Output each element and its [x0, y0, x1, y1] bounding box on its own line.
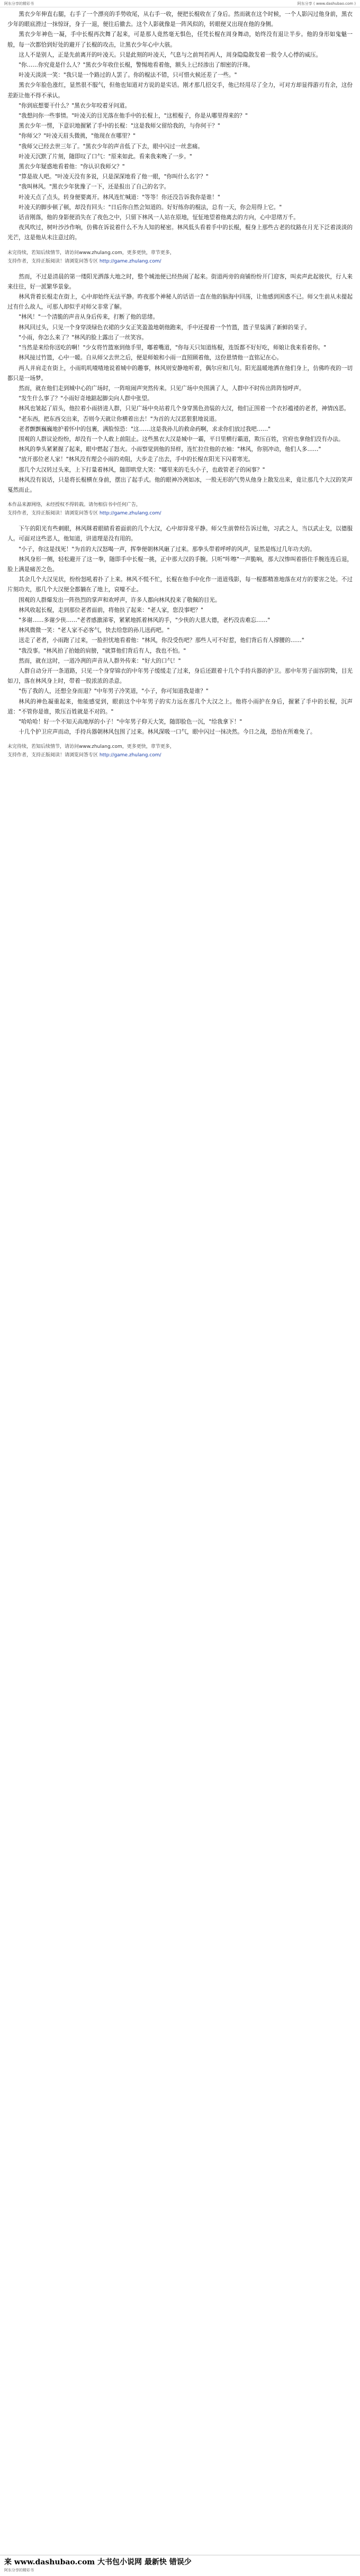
page-header — [0, 0, 360, 7]
paragraph: 林风的神色凝重起来，他能感觉到，眼前这个中年男子的实力远在那几个大汉之上。他将小雨护在身后，握紧了手中的长棍，沉声道："不管你是谁，欺压百姓就是不对的。" — [7, 698, 353, 715]
paragraph: "我叫林风。"黑衣少年犹豫了一下，还是报出了自己的名字。 — [19, 184, 170, 191]
text-section — [7, 524, 353, 737]
paragraph: 林风接过竹篮，心中一暖。自从师父去世之后，便是师娘和小雨一直照顾着他，这份恩情他一直铭记在心。 — [19, 355, 283, 361]
paragraph: 黑衣少年神色一凝，手中长棍再次舞了起来，可是那人竟然毫无惧色，任凭长棍在周身舞动，始终没有退让半步。他的身形如鬼魅一般，每一次都恰到好处的避开了长棍的攻击，让黑衣少年心中大骇。 — [7, 31, 353, 48]
text-section — [7, 10, 353, 243]
paragraph: 黑衣少年脸色涨红，显然很不服气，但他也知道对方说的是实话。刚才那几招交手，他已经用尽了全力，可对方却显得游刃有余，这份差距让他不得不承认。 — [7, 82, 353, 99]
paragraph: 林风没有说话，只是将长棍横在身前，摆出了起手式。他的眼神冷冽如冰，一股无形的气势从他身上散发出来，竟让那几个大汉的笑声戛然而止。 — [7, 476, 353, 493]
paragraph: 老者颤颤巍巍地护着怀中的包裹，满脸惊恐："这……这是我孙儿的救命药啊，求求你们放过我吧……" — [19, 426, 271, 432]
paragraph: 叶凌天淡淡一笑："我只是一个路过的人罢了。你的棍法不错，只可惜火候还差了一些。" — [19, 72, 237, 79]
paragraph: 林风的拳头紧紧握了起来，眼中燃起了怒火。小雨察觉到他的异样，连忙拉住他的衣袖："林风，你别冲动，他们人多……" — [19, 446, 321, 453]
paragraph: 话音刚落，他的身影便消失在了夜色之中，只留下林风一人站在原地，怔怔地望着他离去的方向，心中思绪万千。 — [19, 214, 299, 221]
notice-link[interactable]: http://game.zhulang.com/ — [99, 753, 161, 758]
paragraph: 两人并肩走在街上，小雨叽叽喳喳地说着城中的趣事，林风则安静地听着，偶尔应和几句。阳光温暖地洒在他们身上，仿佛昨夜的一切都只是一场梦。 — [7, 365, 353, 382]
paragraph: "哈哈哈！好一个不知天高地厚的小子！"中年男子仰天大笑，随即脸色一沉，"给我拿下！" — [19, 719, 242, 725]
paragraph: 这人不是别人，正是先前离开的叶凌天。只是此刻的叶凌天，气息与之前判若两人，周身隐隐散发着一股令人心悸的威压。 — [19, 51, 322, 58]
paragraph: 林风收起长棍，走到那位老者面前，将他扶了起来："老人家，您没事吧？" — [19, 607, 203, 613]
paragraph: "我没事。"林风拍了拍她的肩膀，"就算他们背后有人，我也不怕。" — [19, 647, 186, 654]
paragraph: "你师父？"叶凌天眉头微挑，"他现在在哪里？" — [19, 133, 136, 140]
paragraph: "小雨，你怎么来了？"林风的脸上露出了一丝笑容。 — [19, 334, 147, 341]
paragraph: 叶凌天点了点头，转身便要离开。林风连忙喊道："等等！你还没告诉我你是谁！" — [19, 194, 220, 201]
continue-notice: 未完待续，若知后续情节，请访问www.zhulang.com，更多更快，章节更多， 支持作者，支持正版阅读！请浏览问答专区 http://game.zhulang.com/ — [7, 250, 175, 264]
continue-notice: 本作品来源网络，未经授权不得转载。请勿相信书中任何广告， 支持作者，支持正版阅读！请浏览问答专区 http://game.zhulang.com/ — [7, 502, 161, 517]
paragraph: 黑衣少年疑惑地看着他："你认识我师父？" — [19, 164, 125, 170]
paragraph: 人群自动分开一条道路，只见一个身穿锦衣的中年男子缓缓走了过来，身后还跟着十几个手持兵器的护卫。那中年男子面容阴鸷，目光如刀，落在林风身上时，带着一股浓浓的杀意。 — [7, 667, 353, 685]
paragraph: 围观的人群爆发出一阵热烈的掌声和欢呼声，许多人都向林风投来了敬佩的目光。 — [19, 596, 221, 603]
paragraph: 林风也皱起了眉头，他拉着小雨挤进人群，只见广场中央站着几个身穿黑色劲装的大汉，他们正围着一个衣衫褴褛的老者，神情凶恶。 — [19, 405, 350, 412]
notice-link[interactable]: http://game.zhulang.com/ — [99, 258, 161, 264]
paragraph: "我想问你一些事情。"叶凌天的目光落在他手中的长棍上，"这根棍子，你是从哪里得来的？" — [19, 113, 248, 120]
paragraph: "你到底想要干什么？"黑衣少年咬着牙问道。 — [19, 102, 131, 109]
paragraph: 然而，就在这时，一道冷冽的声音从人群外传来："好大的口气！" — [19, 657, 181, 664]
page-footer — [0, 2555, 360, 2576]
paragraph: "放开那位老人家！"林风没有理会小雨的劝阻，大步走了出去，手中的长棍在阳光下闪着寒光。 — [19, 456, 254, 463]
paragraph: 叶凌天的脚步顿了顿，却没有回头："日后你自然会知道的。好好练你的棍法，总有一天，你会用得上它。" — [19, 204, 282, 211]
paragraph: "老东西，把东西交出来，否则今天就让你横着出去！"为首的大汉恶狠狠地说道。 — [19, 415, 220, 422]
paragraph: 那几个大汉转过头来，上下打量着林风，随即哄堂大笑："哪里来的毛头小子，也敢管老子的闲事？" — [19, 466, 265, 473]
paragraph: "算是故人吧。"叶凌天没有多说，只是深深地看了他一眼，"你叫什么名字？" — [19, 174, 209, 180]
header-right: 阿东分享 ( www.dashubao.com ) — [297, 2, 356, 6]
paragraph: "伤了我的人，还想全身而退？"中年男子冷笑道，"小子，你可知道我是谁？" — [19, 688, 209, 695]
continue-notice: 未完待续，若知后续情节，请访问www.zhulang.com，更多更快，章节更多， 支持作者，支持正版阅读！请浏览问答专区 http://game.zhulang.com/ — [7, 744, 175, 758]
footer-note: 阿东分享的精彩书 — [4, 2568, 34, 2572]
paragraph: 黑衣少年一愣，下意识地握紧了手中的长棍："这是我师父留给我的，与你何干？" — [19, 123, 220, 130]
paragraph: "林风！"一个清脆的声音从身后传来，打断了他的思绪。 — [19, 314, 159, 321]
site-logo: 来 www.dashubao.com 大书包小说网 最新快 错误少 — [4, 2558, 192, 2566]
paragraph: "多谢……多谢少侠……"老者感激涕零，紧紧地抓着林风的手，"少侠的大恩大德，老朽没齿难忘……" — [19, 617, 271, 623]
paragraph: 夜风吹过，树叶沙沙作响，仿佛在诉说着什么不为人知的秘密。林风低头看着手中的长棍，棍身上那些古老的纹路在月光下泛着淡淡的光芒，这是他从未注意过的。 — [7, 224, 353, 241]
notice-link[interactable]: http://game.zhulang.com/ — [99, 511, 161, 517]
paragraph: 十几个护卫应声而动，手持兵器朝林风包围了过来。林风深吸一口气，眼中闪过一抹决然。今日之战，恐怕在所难免了。 — [19, 729, 316, 736]
paragraph: 林风回过头，只见一个身穿淡绿色衣裙的少女正笑盈盈地朝他跑来，手中还提着一个竹篮，篮子里装满了新鲜的果子。 — [19, 324, 311, 331]
paragraph: "小子，你这是找死！"为首的大汉怒喝一声，挥拳便朝林风砸了过来。那拳头带着呼呼的风声，显然是练过几年功夫的。 — [19, 546, 316, 553]
paragraph: 黑衣少年伸直右腿，右手了一个漂亮的手势收尾，从右手一收，便把长棍收在了身后。然而就在这个时候，一个人影闪过他身前，黑衣少年的眼底滑过一抹惊讶，身子一退，便往后撤去。这个人影就像是一阵风似的，转眼便又出现在他的身侧。 — [7, 11, 353, 28]
paragraph: 围观的人群议论纷纷，却没有一个人敢上前阻止。这些黑衣大汉是城中一霸，平日里横行霸道，欺压百姓，官府也拿他们没有办法。 — [19, 436, 344, 442]
paragraph: 其余几个大汉见状，纷纷怒吼着扑了上来。林风不慌不忙，长棍在他手中化作一道道残影，每一棍都精准地落在对方的要害之处。不过片刻功夫，那几个大汉便全都躺在了地上，哀嚎不止。 — [7, 576, 353, 593]
paragraph: "发生什么事了？"小雨好奇地踮起脚尖向人群中张望。 — [19, 395, 153, 402]
paragraph: "你……你究竟是什么人？"黑衣少年收住长棍，警惕地看着他，额头上已经渗出了细密的汗珠。 — [19, 62, 254, 69]
header-left: 阿东分享的精彩书 — [4, 2, 34, 6]
chapter-body — [7, 10, 353, 766]
paragraph: 然而，就在他们走到城中心的广场时，一阵喧闹声突然传来。只见广场中央围满了人，人群中不时传出阵阵惊呼声。 — [19, 385, 305, 392]
paragraph: 林风背着长棍走在街上，心中却始终无法平静。昨夜那个神秘人的话语一直在他的脑海中回荡，让他感到困惑不已。师父生前从未提起过有什么故人，可那人却似乎对师父非常了解。 — [7, 294, 353, 311]
text-section — [7, 272, 353, 495]
paragraph: "当然是来给你送吃的啊！"少女将竹篮塞到他手里，嘟着嘴道，"你每天只知道练棍，连饭都不好好吃，师娘让我来看着你。" — [19, 345, 327, 351]
paragraph: 林风身形一侧，轻松避开了这一拳，随即手中长棍一挑，正中那大汉的手腕。只听"咔嚓"一声脆响，那大汉惨叫着捂住手腕连连后退，脸上满是痛苦之色。 — [7, 556, 353, 573]
paragraph: 叶凌天沉默了片刻，随即叹了口气："原来如此。看来我来晚了一步。" — [19, 153, 192, 160]
paragraph: 林风微微一笑："老人家不必客气，快去给您的孙儿送药吧。" — [19, 627, 170, 634]
paragraph: 下午的阳光有些刺眼，林风眯着眼睛看着面前的几个大汉，心中却异常平静。师父生前曾经告诉过他，习武之人，当以武止戈，以德服人。可面对这些恶人，他知道，讲道理是没有用的。 — [7, 526, 353, 543]
paragraph: 然而，不过是清晨的第一缕阳光洒落大地之时，整个城池便已经热闹了起来。街道两旁的商铺纷纷开门迎客，叫卖声此起彼伏，行人来来往往，好一派繁华景象。 — [7, 273, 353, 290]
paragraph: 送走了老者，小雨跑了过来，一脸担忧地看着他："林风，你没受伤吧？那些人可不好惹，他们背后有人撑腰的……" — [19, 637, 304, 644]
paragraph: "我师父已经去世三年了。"黑衣少年的声音低了下去，眼中闪过一丝悲痛。 — [19, 143, 203, 150]
